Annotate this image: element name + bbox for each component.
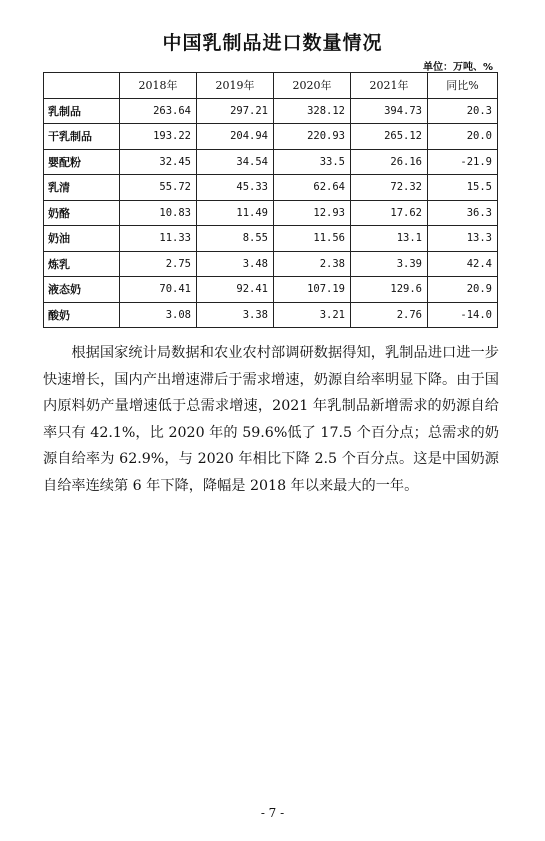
- table-cell: 72.32: [351, 175, 428, 201]
- table-cell: 33.5: [274, 149, 351, 175]
- table-cell: 42.4: [428, 251, 498, 277]
- header-cell-2019: 2019年: [197, 73, 274, 99]
- table-cell: 20.3: [428, 98, 498, 124]
- row-label: 干乳制品: [44, 124, 120, 150]
- table-cell: 107.19: [274, 277, 351, 303]
- table-cell: 12.93: [274, 200, 351, 226]
- table-row: [44, 251, 498, 277]
- header-cell-2020: 2020年: [274, 73, 351, 99]
- table-cell: 70.41: [120, 277, 197, 303]
- table-cell: 36.3: [428, 200, 498, 226]
- table-cell: 20.9: [428, 277, 498, 303]
- table-cell: 15.5: [428, 175, 498, 201]
- table-cell: 2.38: [274, 251, 351, 277]
- table-cell: 328.12: [274, 98, 351, 124]
- table-cell: 2.75: [120, 251, 197, 277]
- row-label: 液态奶: [44, 277, 120, 303]
- table-cell: 92.41: [197, 277, 274, 303]
- table-cell: 3.48: [197, 251, 274, 277]
- table-row: [44, 277, 498, 303]
- table-cell: 45.33: [197, 175, 274, 201]
- table-cell: 220.93: [274, 124, 351, 150]
- table-cell: 32.45: [120, 149, 197, 175]
- table-row: [44, 175, 498, 201]
- table-cell: 17.62: [351, 200, 428, 226]
- row-label: 酸奶: [44, 302, 120, 328]
- table-cell: 34.54: [197, 149, 274, 175]
- table-row: [44, 149, 498, 175]
- row-label: 奶酪: [44, 200, 120, 226]
- table-cell: 20.0: [428, 124, 498, 150]
- table-cell: 3.21: [274, 302, 351, 328]
- row-label: 炼乳: [44, 251, 120, 277]
- table-row: [44, 302, 498, 328]
- table-cell: 204.94: [197, 124, 274, 150]
- body-paragraph: 根据国家统计局数据和农业农村部调研数据得知，乳制品进口进一步快速增长，国内产出增速滞后于需求增速，奶源自给率明显下降。由于国内原料奶产量增速低于总需求增速，2021 年乳制品新增需求的奶源自给率只有 42.1%，比 2020 年的 59.6%低了 17.5 个百分点；总需求的奶源自给率为 62.9%，与 2020 年相比下降 2.5 个百分点。这是中国奶源自给率连续第 6 年下降，降幅是 2018 年以来最大的一年。: [43, 345, 499, 494]
- header-cell-empty: [44, 73, 120, 99]
- page-title: 中国乳制品进口数量情况: [162, 32, 383, 54]
- table-cell: 10.83: [120, 200, 197, 226]
- table-cell: -21.9: [428, 149, 498, 175]
- unit-note: 单位：万吨、%: [422, 62, 493, 73]
- row-label: 乳清: [44, 175, 120, 201]
- table-row: [44, 124, 498, 150]
- table-cell: 11.56: [274, 226, 351, 252]
- table-row: [44, 226, 498, 252]
- table-cell: 11.33: [120, 226, 197, 252]
- table-cell: 3.39: [351, 251, 428, 277]
- table-cell: 3.38: [197, 302, 274, 328]
- table-cell: 11.49: [197, 200, 274, 226]
- header-cell-2021: 2021年: [351, 73, 428, 99]
- table-row: [44, 98, 498, 124]
- page-number: - 7 -: [260, 806, 285, 820]
- table-row: [44, 200, 498, 226]
- import-table: [43, 72, 498, 328]
- table-cell: 3.08: [120, 302, 197, 328]
- header-cell-yoy: 同比%: [428, 73, 498, 99]
- row-label: 婴配粉: [44, 149, 120, 175]
- table-cell: 13.1: [351, 226, 428, 252]
- header-cell-2018: 2018年: [120, 73, 197, 99]
- table-cell: 62.64: [274, 175, 351, 201]
- table-cell: 8.55: [197, 226, 274, 252]
- table-cell: 193.22: [120, 124, 197, 150]
- row-label: 奶油: [44, 226, 120, 252]
- table-cell: 394.73: [351, 98, 428, 124]
- table-cell: 13.3: [428, 226, 498, 252]
- table-cell: -14.0: [428, 302, 498, 328]
- table-cell: 55.72: [120, 175, 197, 201]
- table-cell: 265.12: [351, 124, 428, 150]
- table-cell: 26.16: [351, 149, 428, 175]
- table-cell: 263.64: [120, 98, 197, 124]
- table-cell: 129.6: [351, 277, 428, 303]
- row-label: 乳制品: [44, 98, 120, 124]
- table-header-row: [44, 73, 498, 99]
- table-cell: 297.21: [197, 98, 274, 124]
- table-cell: 2.76: [351, 302, 428, 328]
